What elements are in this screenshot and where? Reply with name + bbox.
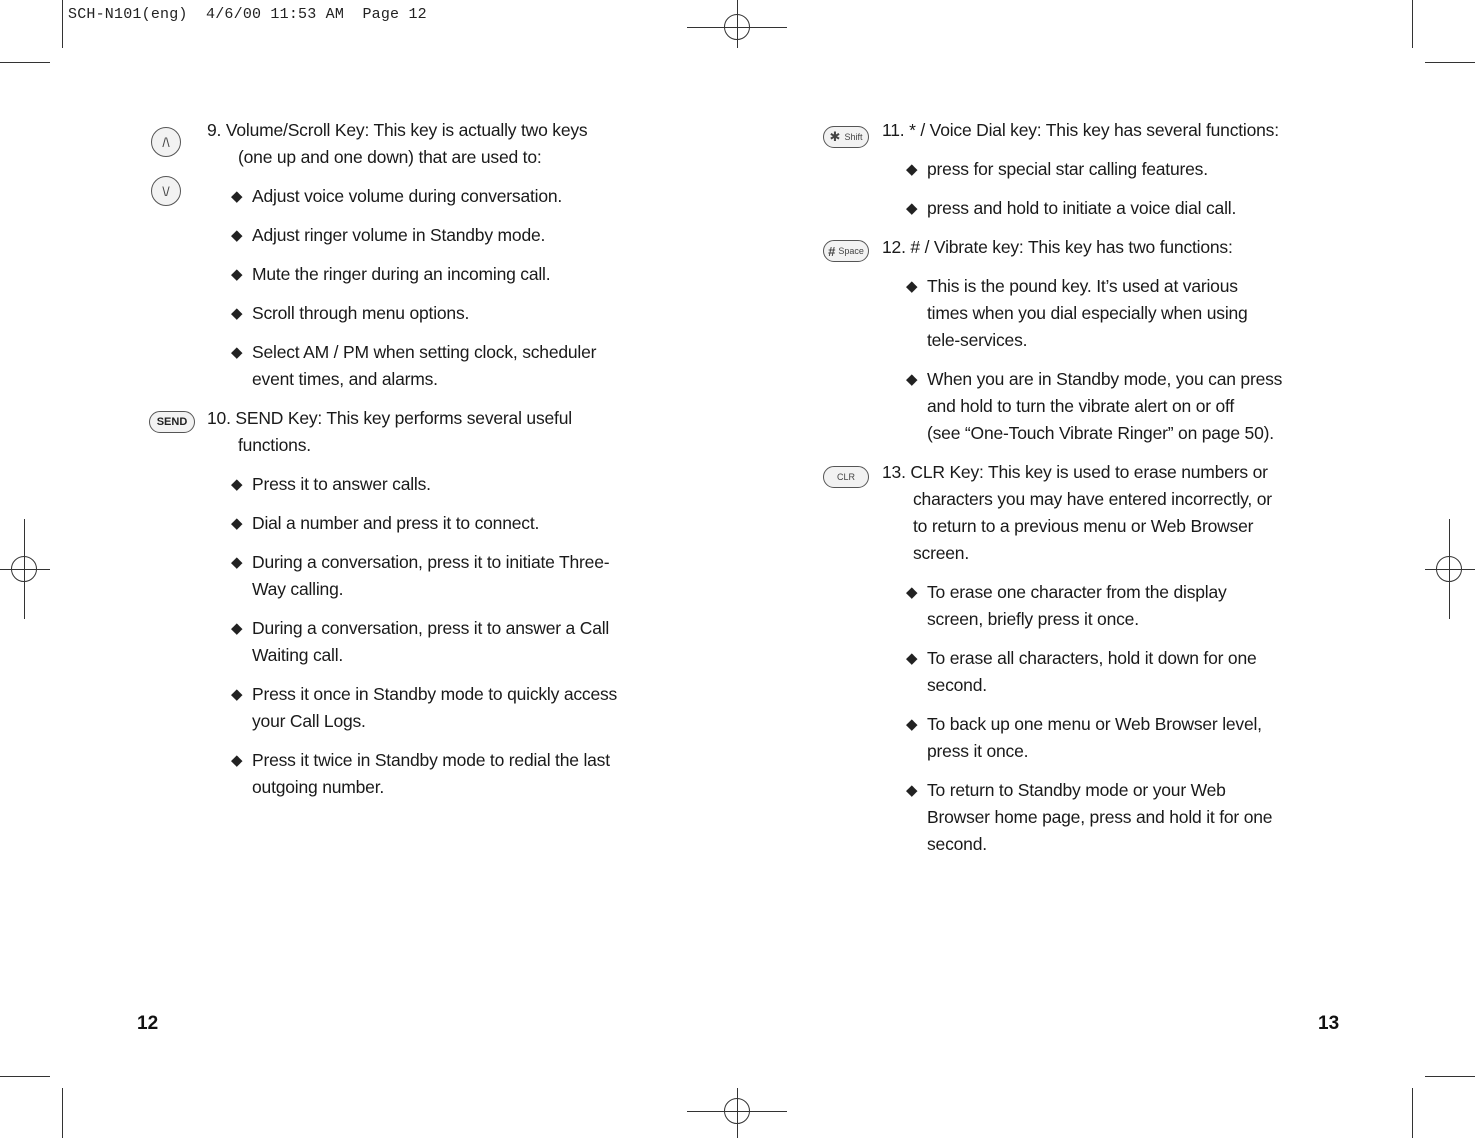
diamond-bullet-icon: ◆ — [906, 371, 918, 388]
item-heading-continuation: characters you may have entered incorrectly, or — [913, 489, 1272, 509]
bullet-line: outgoing number. — [252, 777, 385, 797]
volume-down-key-icon: \/ — [151, 176, 181, 206]
left-page-content — [207, 117, 677, 801]
item-heading: 12. # / Vibrate key: This key has two functions: — [882, 237, 1233, 257]
diamond-bullet-icon: ◆ — [231, 752, 243, 769]
diamond-bullet-icon: ◆ — [906, 782, 918, 799]
send-key-icon: SEND — [149, 411, 195, 433]
item-heading-continuation: (one up and one down) that are used to: — [238, 147, 542, 167]
clr-key-icon: CLR — [823, 466, 869, 488]
bullet-item — [207, 549, 677, 603]
bullet-line: Adjust voice volume during conversation. — [252, 186, 563, 206]
bullet-line: Press it to answer calls. — [252, 474, 431, 494]
item-heading: 10. SEND Key: This key performs several useful — [207, 408, 572, 428]
key-description-item — [882, 117, 1362, 222]
bullet-line: Scroll through menu options. — [252, 303, 470, 323]
bullet-item — [207, 747, 677, 801]
bullet-line: Way calling. — [252, 579, 344, 599]
diamond-bullet-icon: ◆ — [906, 584, 918, 601]
bullet-line: second. — [927, 675, 987, 695]
bullet-item — [207, 261, 677, 288]
diamond-bullet-icon: ◆ — [231, 227, 243, 244]
star-shift-key-icon: ✱ Shift — [823, 126, 869, 148]
diamond-bullet-icon: ◆ — [231, 266, 243, 283]
bullet-item — [207, 615, 677, 669]
page-number-right: 13 — [1318, 1013, 1340, 1034]
diamond-bullet-icon: ◆ — [231, 476, 243, 493]
diamond-bullet-icon: ◆ — [231, 686, 243, 703]
print-header: SCH-N101(eng) 4/6/00 11:53 AM Page 12 — [68, 6, 427, 23]
page-number-left: 12 — [137, 1013, 159, 1034]
diamond-bullet-icon: ◆ — [231, 344, 243, 361]
bullet-line: your Call Logs. — [252, 711, 366, 731]
bullet-item — [207, 300, 677, 327]
bullet-item — [882, 711, 1362, 765]
diamond-bullet-icon: ◆ — [231, 554, 243, 571]
key-description-item — [882, 234, 1362, 447]
bullet-line: To erase one character from the display — [927, 582, 1227, 602]
bullet-line: press and hold to initiate a voice dial call. — [927, 198, 1237, 218]
bullet-line: screen, briefly press it once. — [927, 609, 1139, 629]
bullet-item — [882, 273, 1362, 354]
bullet-item — [207, 183, 677, 210]
diamond-bullet-icon: ◆ — [231, 515, 243, 532]
bullet-line: press for special star calling features. — [927, 159, 1208, 179]
bullet-line: tele-services. — [927, 330, 1028, 350]
item-heading-continuation: screen. — [913, 543, 969, 563]
bullet-item — [207, 510, 677, 537]
bullet-line: event times, and alarms. — [252, 369, 438, 389]
bullet-line: Press it once in Standby mode to quickly access — [252, 684, 618, 704]
bullet-item — [882, 156, 1362, 183]
bullet-line: (see “One-Touch Vibrate Ringer” on page 50). — [927, 423, 1274, 443]
bullet-item — [882, 777, 1362, 858]
bullet-item — [207, 222, 677, 249]
bullet-line: When you are in Standby mode, you can press — [927, 369, 1283, 389]
bullet-item — [882, 195, 1362, 222]
diamond-bullet-icon: ◆ — [906, 716, 918, 733]
diamond-bullet-icon: ◆ — [231, 305, 243, 322]
bullet-line: press it once. — [927, 741, 1029, 761]
bullet-line: During a conversation, press it to initiate Three- — [252, 552, 610, 572]
bullet-line: To erase all characters, hold it down for one — [927, 648, 1257, 668]
item-heading-continuation: functions. — [238, 435, 311, 455]
item-heading: 13. CLR Key: This key is used to erase numbers or — [882, 462, 1268, 482]
bullet-line: Browser home page, press and hold it for one — [927, 807, 1273, 827]
bullet-line: Dial a number and press it to connect. — [252, 513, 540, 533]
key-description-item — [207, 405, 677, 801]
bullet-line: During a conversation, press it to answer a Call — [252, 618, 610, 638]
bullet-item — [882, 579, 1362, 633]
bullet-line: Select AM / PM when setting clock, scheduler — [252, 342, 597, 362]
volume-up-key-icon: /\ — [151, 127, 181, 157]
right-page-content — [882, 117, 1362, 858]
bullet-line: Adjust ringer volume in Standby mode. — [252, 225, 546, 245]
bullet-line: Press it twice in Standby mode to redial the last — [252, 750, 610, 770]
bullet-line: To return to Standby mode or your Web — [927, 780, 1226, 800]
bullet-line: and hold to turn the vibrate alert on or off — [927, 396, 1235, 416]
item-heading-continuation: to return to a previous menu or Web Browser — [913, 516, 1254, 536]
item-heading: 9. Volume/Scroll Key: This key is actually two keys — [207, 120, 588, 140]
bullet-item — [207, 681, 677, 735]
diamond-bullet-icon: ◆ — [906, 200, 918, 217]
bullet-line: This is the pound key. It’s used at various — [927, 276, 1238, 296]
pound-space-key-icon: # Space — [823, 240, 869, 262]
diamond-bullet-icon: ◆ — [231, 188, 243, 205]
bullet-line: Waiting call. — [252, 645, 344, 665]
diamond-bullet-icon: ◆ — [906, 278, 918, 295]
diamond-bullet-icon: ◆ — [906, 161, 918, 178]
bullet-line: times when you dial especially when using — [927, 303, 1248, 323]
key-description-item — [207, 117, 677, 393]
bullet-item — [882, 645, 1362, 699]
bullet-line: Mute the ringer during an incoming call. — [252, 264, 551, 284]
bullet-line: second. — [927, 834, 987, 854]
bullet-item — [207, 471, 677, 498]
bullet-item — [207, 339, 677, 393]
diamond-bullet-icon: ◆ — [906, 650, 918, 667]
bullet-item — [882, 366, 1362, 447]
bullet-line: To back up one menu or Web Browser level, — [927, 714, 1262, 734]
item-heading: 11. * / Voice Dial key: This key has several functions: — [882, 120, 1279, 140]
key-description-item — [882, 459, 1362, 858]
diamond-bullet-icon: ◆ — [231, 620, 243, 637]
